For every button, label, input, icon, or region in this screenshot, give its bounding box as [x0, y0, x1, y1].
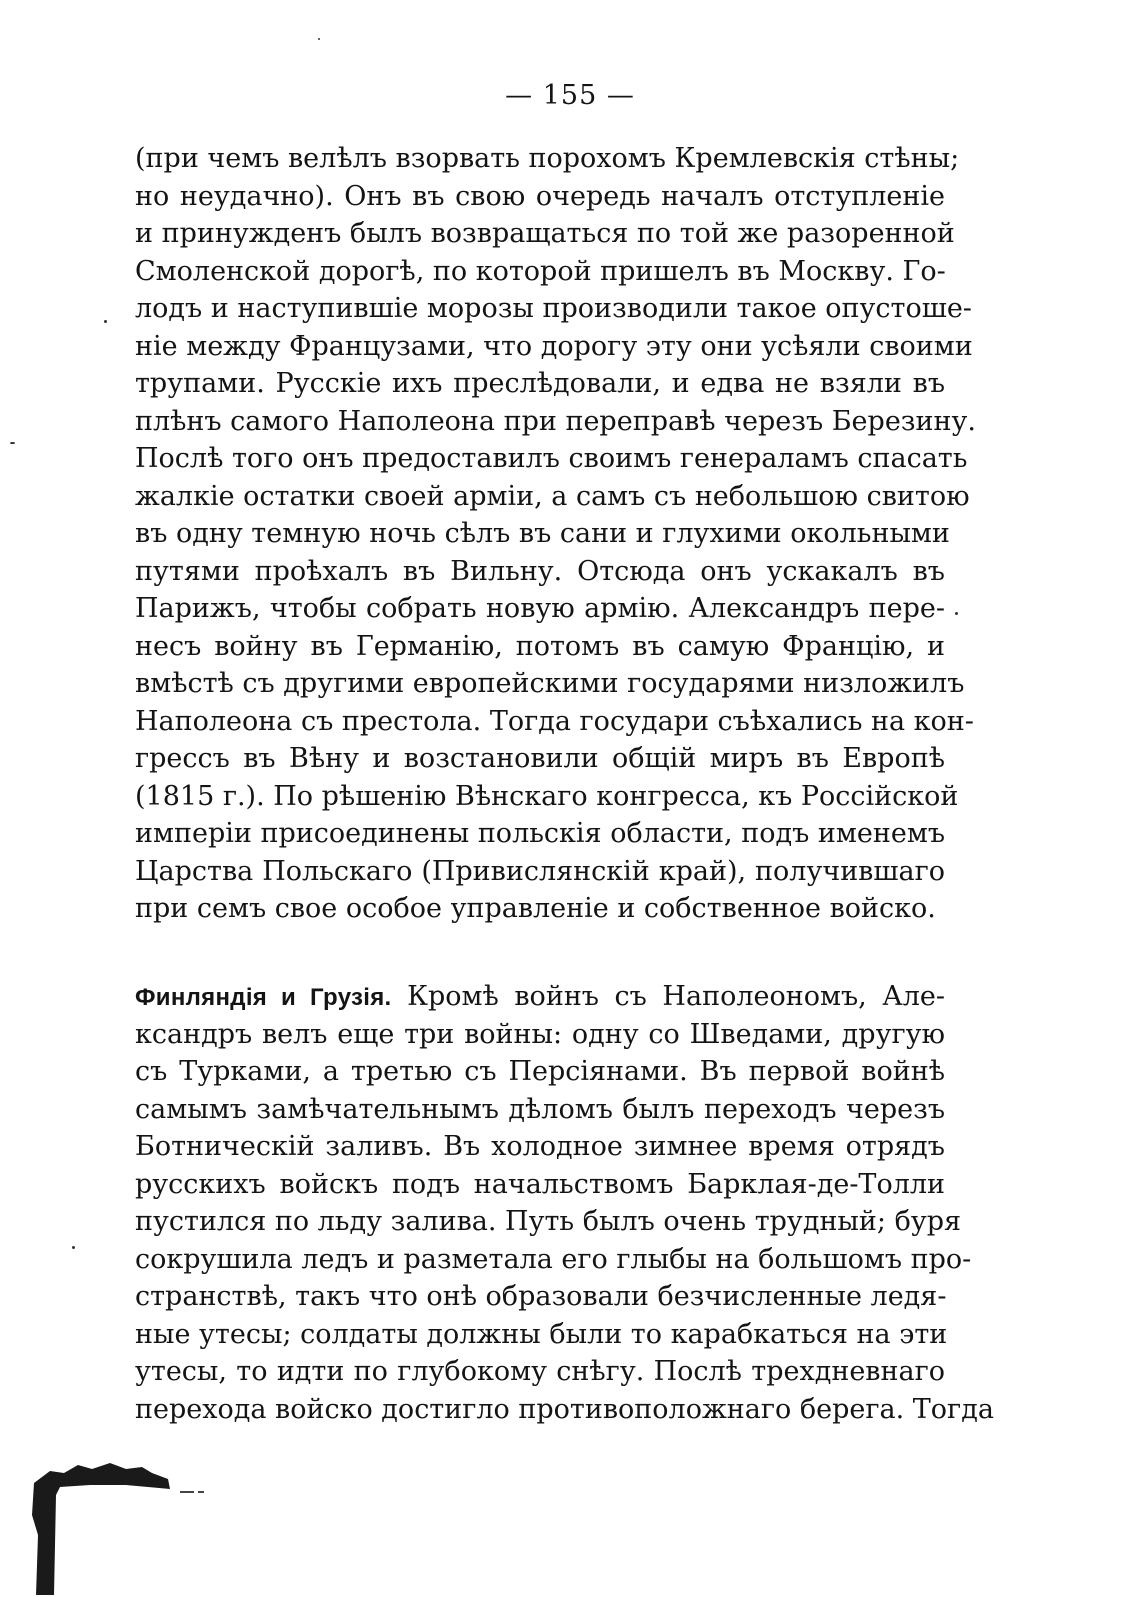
text-line: плѣнъ самого Наполеона при переправѣ черезъ Березину.	[135, 405, 976, 437]
text-line: утесы, то идти по глубокому снѣгу. Послѣ трехдневнаго	[135, 1356, 945, 1387]
scan-speck	[72, 1246, 75, 1249]
text-line-first	[135, 978, 945, 1016]
text-line: при семъ свое особое управленіе и собственное войско.	[135, 893, 936, 924]
text-line: (1815 г.). По рѣшенію Вѣнскаго конгресса, къ Россійской	[135, 780, 959, 812]
text-line: трупами. Русскіе ихъ преслѣдовали, и едва не взяли въ	[135, 368, 945, 399]
text-line: Царства Польскаго (Привислянскій край), получившаго	[135, 855, 945, 887]
text-line: грессъ въ Вѣну и возстановили общій миръ въ Европѣ	[135, 743, 945, 774]
text-line: Наполеона съ престола. Тогда государи съѣхались на кон-	[135, 705, 974, 737]
text-line: и принужденъ былъ возвращаться по той же разоренной	[135, 218, 955, 249]
scan-speck	[955, 612, 958, 615]
text-line: Послѣ того онъ предоставилъ своимъ генераламъ спасать	[135, 443, 968, 474]
text-line: несъ войну въ Германію, потомъ въ самую Францію, и	[135, 630, 945, 662]
text-line: лодъ и наступившіе морозы производили такое опустоше-	[135, 293, 972, 324]
text-line: русскихъ войскъ подъ начальствомъ Барклая-де-Толли	[135, 1168, 945, 1200]
scan-speck	[318, 38, 320, 40]
text-line: пустился по льду залива. Путь былъ очень трудный; буря	[135, 1206, 962, 1237]
text-line: сокрушила ледъ и разметала его глыбы на большомъ про-	[135, 1243, 972, 1275]
paragraph-1	[135, 140, 976, 928]
paragraph-2	[135, 978, 994, 1428]
text-line: Смоленской дорогѣ, по которой пришелъ въ Москву. Го-	[135, 255, 946, 287]
scan-corner-mark	[30, 1455, 230, 1595]
text-line: вмѣстѣ съ другими европейскими государями низложилъ	[135, 668, 965, 699]
text-line: путями проѣхалъ въ Вильну. Отсюда онъ ускакалъ въ	[135, 555, 945, 587]
scan-speck	[104, 320, 107, 323]
text-line: имперіи присоединены польскія области, подъ именемъ	[135, 818, 945, 849]
text-line: жалкіе остатки своей арміи, а самъ съ небольшою свитою	[135, 480, 970, 512]
text-line: ніе между Французами, что дорогу эту они усѣяли своими	[135, 330, 973, 362]
section-heading: Финляндія и Грузія.	[135, 984, 392, 1011]
text-line-rest: Кромѣ войнъ съ Наполеономъ, Але-	[391, 981, 945, 1012]
scan-speck	[10, 442, 15, 444]
page-number: — 155 —	[505, 80, 635, 111]
text-line: перехода войско достигло противоположнаго берега. Тогда	[135, 1393, 994, 1425]
text-line: съ Турками, а третью съ Персіянами. Въ первой войнѣ	[135, 1056, 945, 1087]
text-line: странствѣ, такъ что онѣ образовали безчисленные ледя-	[135, 1281, 947, 1312]
text-line: самымъ замѣчательнымъ дѣломъ былъ переходъ черезъ	[135, 1093, 945, 1125]
text-line: но неудачно). Онъ въ свою очередь началъ отступленіе	[135, 180, 945, 212]
text-line: ные утесы; солдаты должны были то карабкаться на эти	[135, 1318, 948, 1350]
text-line: въ одну темную ночь сѣлъ въ сани и глухими окольными	[135, 518, 950, 549]
text-line: (при чемъ велѣлъ взорвать порохомъ Кремлевскія стѣны;	[135, 143, 960, 174]
text-line: Парижъ, чтобы собрать новую армію. Александръ пере-	[135, 593, 945, 624]
text-line: Ботническій заливъ. Въ холодное зимнее время отрядъ	[135, 1131, 945, 1162]
text-line: ксандръ велъ еще три войны: одну со Шведами, другую	[135, 1018, 945, 1050]
